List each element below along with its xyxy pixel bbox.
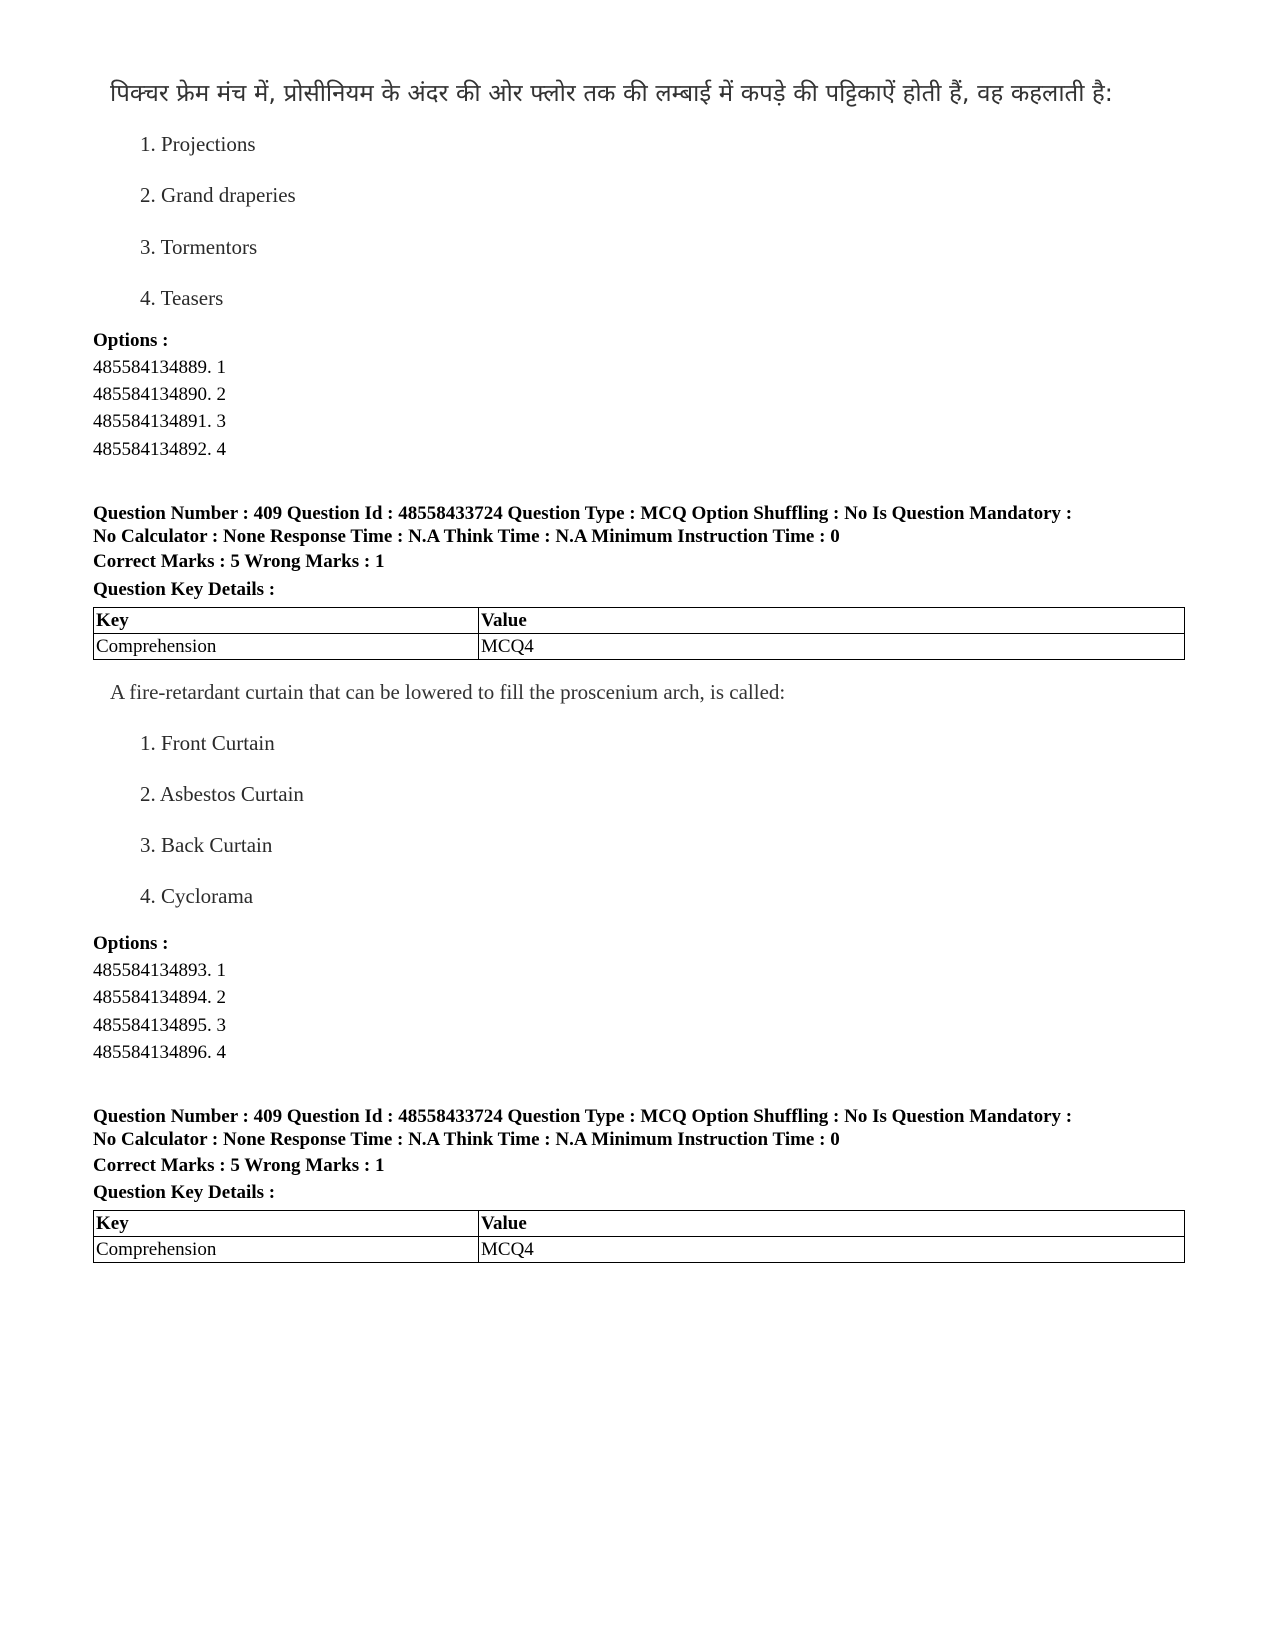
choice-item: 2. Asbestos Curtain — [140, 782, 304, 806]
table-header-value: Value — [479, 1211, 1185, 1237]
option-line: 485584134890. 2 — [93, 384, 226, 405]
table-row — [94, 1237, 1185, 1263]
option-line: 485584134896. 4 — [93, 1042, 226, 1063]
question-meta-line-1: Question Number : 409 Question Id : 48558433724 Question Type : MCQ Option Shuffling : No Is Question Mandatory : — [93, 503, 1073, 524]
marks-line: Correct Marks : 5 Wrong Marks : 1 — [93, 1155, 385, 1176]
question-stem: पिक्चर फ्रेम मंच में, प्रोसीनियम के अंदर की ओर फ्लोर तक की लम्बाई में कपड़े की पट्टिकाऐं होती हैं, वह कहलाती है: — [110, 79, 1113, 107]
question-meta-line-2: No Calculator : None Response Time : N.A Think Time : N.A Minimum Instruction Time : 0 — [93, 526, 840, 547]
key-value-table — [93, 1210, 1185, 1263]
question-meta — [93, 502, 1193, 548]
question-meta-line-1: Question Number : 409 Question Id : 48558433724 Question Type : MCQ Option Shuffling : No Is Question Mandatory : — [93, 1106, 1073, 1127]
option-line: 485584134892. 4 — [93, 439, 226, 460]
choice-item: 3. Tormentors — [140, 235, 258, 259]
key-value-table — [93, 607, 1185, 660]
table-header-key: Key — [94, 1211, 479, 1237]
choice-item: 2. Grand draperies — [140, 183, 296, 207]
table-cell-key: Comprehension — [94, 1237, 479, 1263]
choice-item: 1. Front Curtain — [140, 731, 275, 755]
table-row — [94, 634, 1185, 660]
options-label: Options : — [93, 933, 169, 954]
option-line: 485584134893. 1 — [93, 960, 226, 981]
question-stem: A fire-retardant curtain that can be lowered to fill the proscenium arch, is called: — [110, 680, 786, 704]
option-line: 485584134891. 3 — [93, 411, 226, 432]
table-header-row — [94, 608, 1185, 634]
option-line: 485584134894. 2 — [93, 987, 226, 1008]
options-label: Options : — [93, 330, 169, 351]
question-image-2 — [110, 677, 785, 707]
table-cell-value: MCQ4 — [479, 634, 1185, 660]
option-line: 485584134889. 1 — [93, 357, 226, 378]
question-meta — [93, 1105, 1193, 1151]
key-details-heading: Question Key Details : — [93, 1182, 276, 1203]
choice-item: 4. Teasers — [140, 286, 224, 310]
table-cell-value: MCQ4 — [479, 1237, 1185, 1263]
choice-item: 3. Back Curtain — [140, 833, 273, 857]
question-image-1 — [110, 78, 1113, 108]
table-header-row — [94, 1211, 1185, 1237]
question-meta-line-2: No Calculator : None Response Time : N.A Think Time : N.A Minimum Instruction Time : 0 — [93, 1129, 840, 1150]
choice-item: 1. Projections — [140, 132, 256, 156]
marks-line: Correct Marks : 5 Wrong Marks : 1 — [93, 551, 385, 572]
choice-item: 4. Cyclorama — [140, 884, 254, 908]
table-header-key: Key — [94, 608, 479, 634]
table-cell-key: Comprehension — [94, 634, 479, 660]
option-line: 485584134895. 3 — [93, 1015, 226, 1036]
table-header-value: Value — [479, 608, 1185, 634]
key-details-heading: Question Key Details : — [93, 579, 276, 600]
